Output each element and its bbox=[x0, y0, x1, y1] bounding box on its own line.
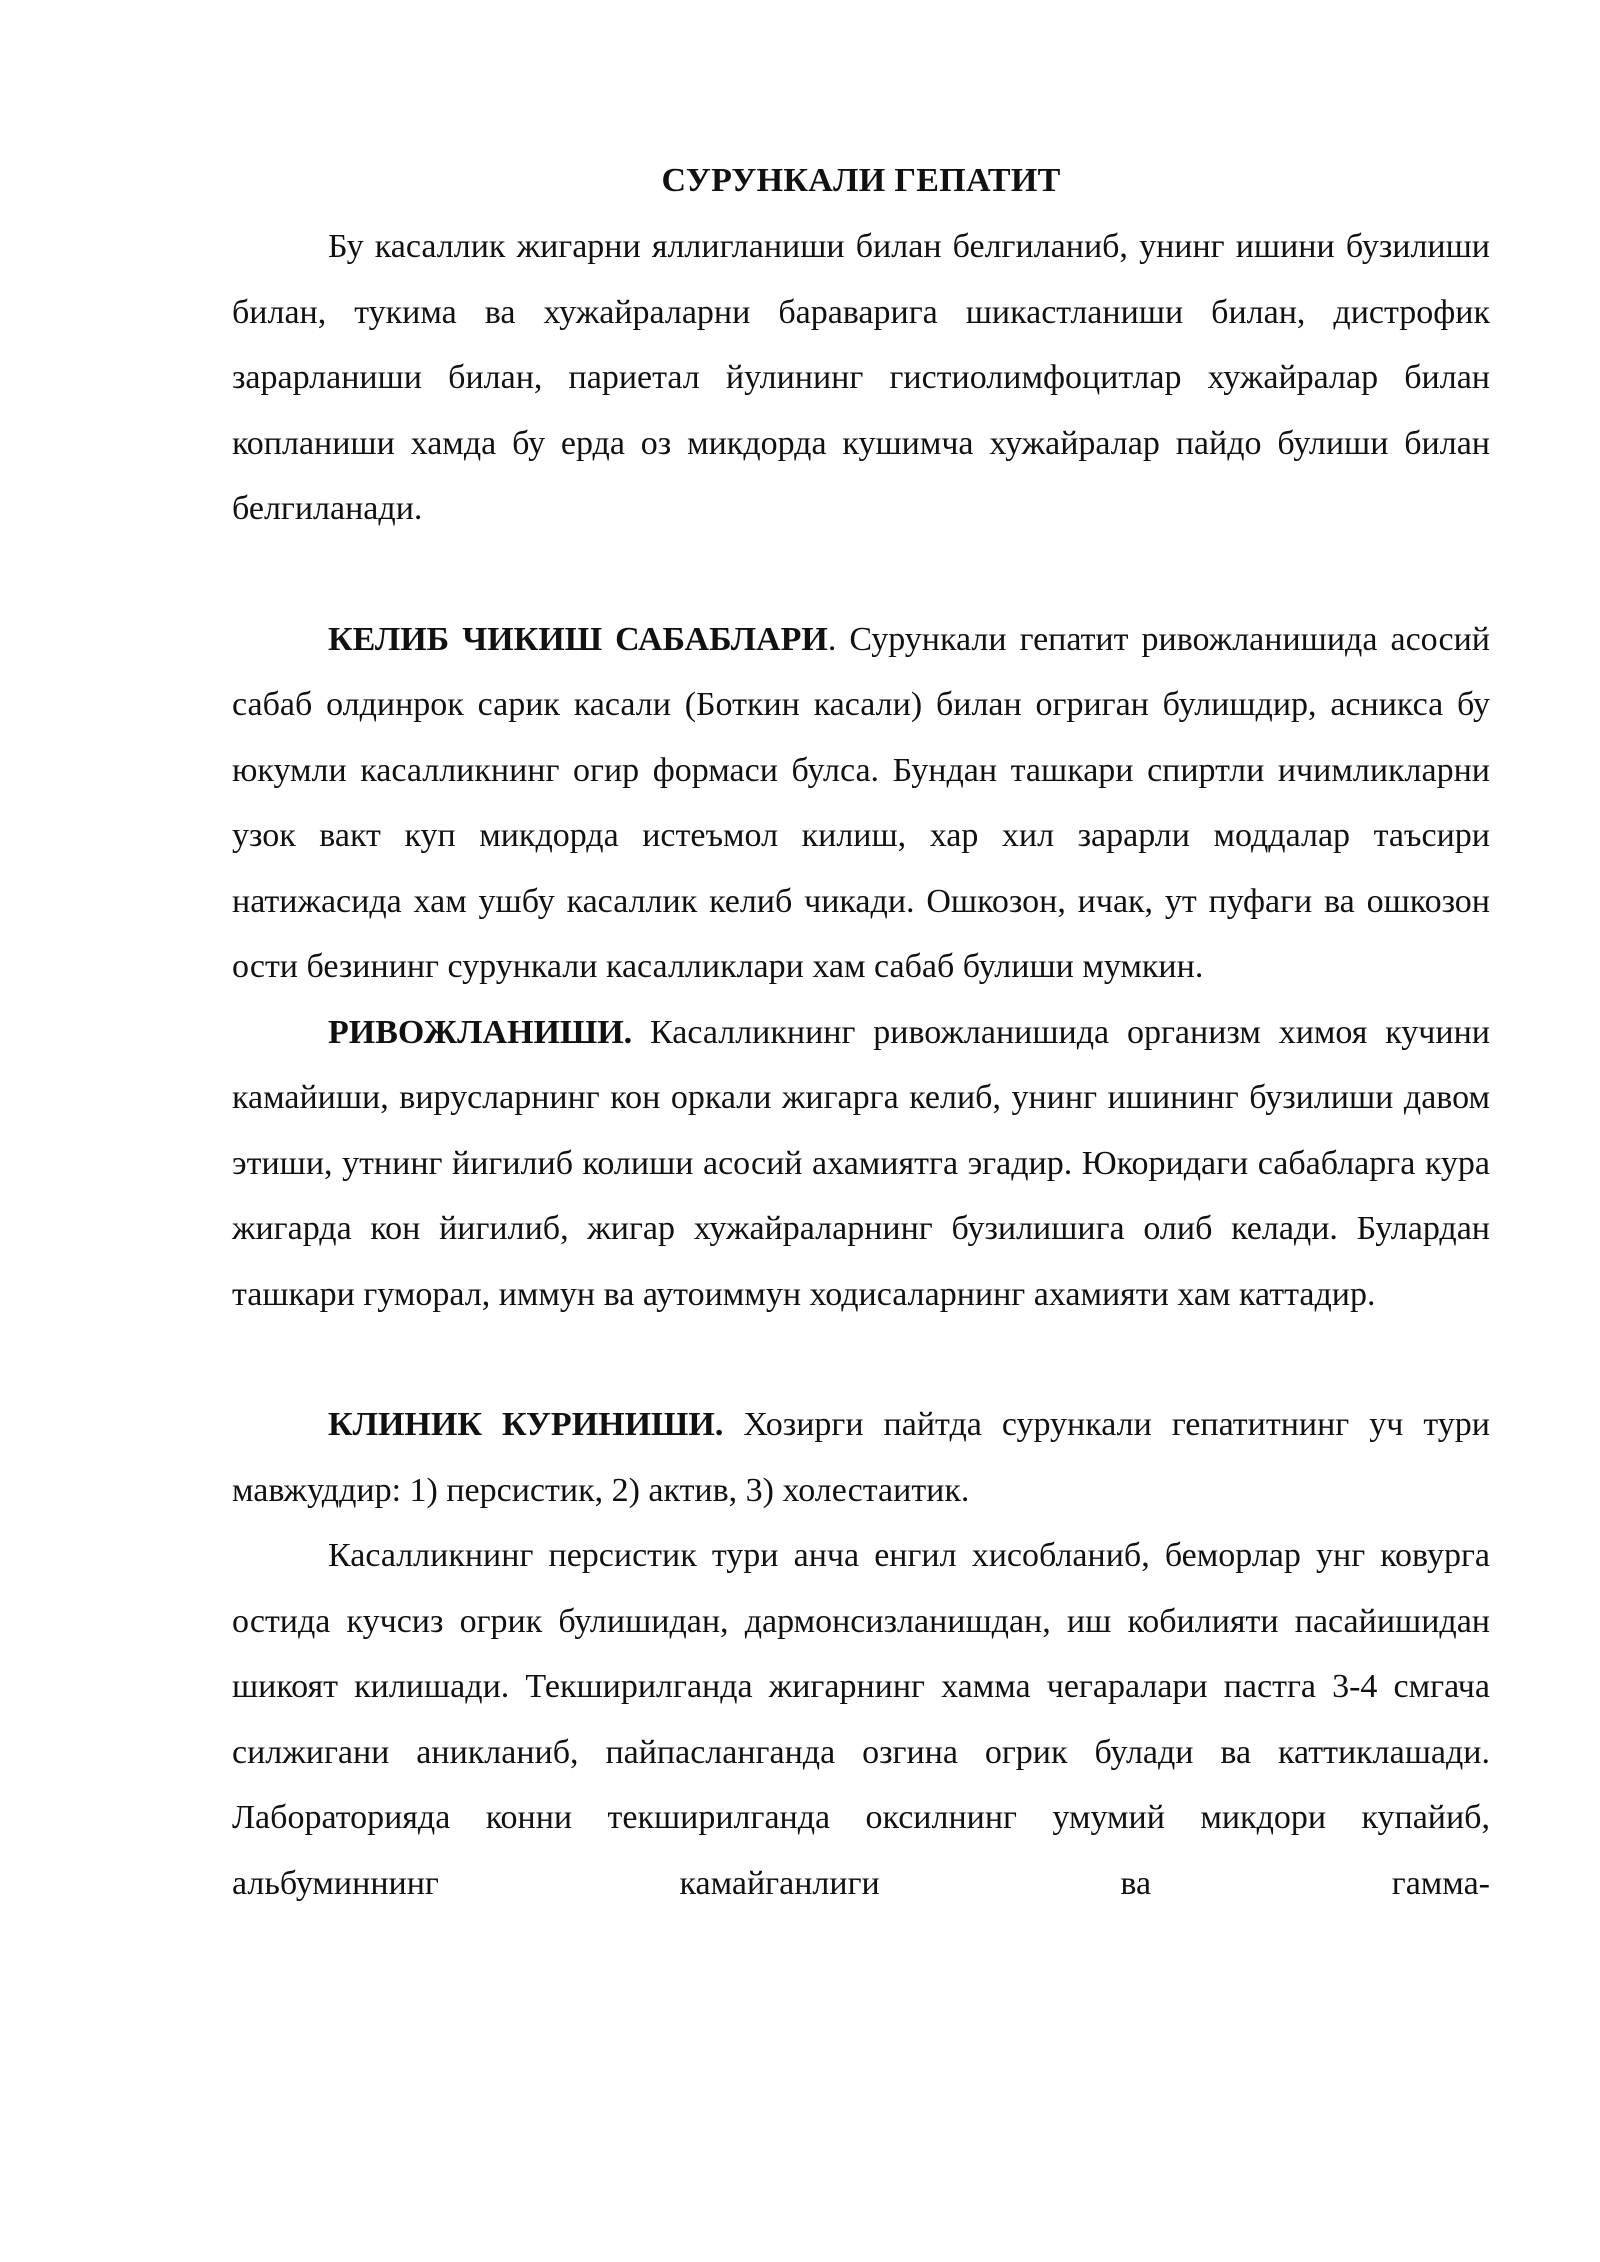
document-body bbox=[232, 148, 1490, 1916]
section-text-development: Касалликнинг ривожланишида организм химоя кучини камайиши, вирусларнинг кон оркали жигарга келиб, унинг ишининг бузилиши давом этиши, утнинг йигилиб колиши асосий ахамиятга эгадир. Юкоридаги сабабларга кура жигарда кон йигилиб, жигар хужайраларнинг бузилишига олиб келади. Булардан ташкари гуморал, иммун ва аутоиммун ходисаларнинг ахамияти хам каттадир. bbox=[232, 1013, 1490, 1313]
paragraph-spacer bbox=[232, 1327, 1490, 1392]
section-heading-clinical: КЛИНИК КУРИНИШИ. bbox=[328, 1406, 724, 1443]
closing-paragraph: Касалликнинг персистик тури анча енгил хисобланиб, беморлар унг ковурга остида кучсиз огрик булишидан, дармонсизланишдан, иш кобилияти пасайишидан шикоят килишади. Текширилганда жигарнинг хамма чегаралари пастга 3-4 смгача силжигани аникланиб, пайпасланганда озгина огрик булади ва каттиклашади. Лабораторияда конни текширилганда оксилнинг умумий микдори купайиб, альбуминнинг камайганлиги ва гамма- bbox=[232, 1537, 1490, 1902]
paragraph-spacer bbox=[232, 542, 1490, 607]
section-text-clinical: Хозирги пайтда сурункали гепатитнинг уч тури мавжуддир: 1) персистик, 2) актив, 3) холестаитик. bbox=[232, 1406, 1490, 1509]
section-heading-causes: КЕЛИБ ЧИКИШ САБАБЛАРИ bbox=[328, 620, 828, 658]
section-clinical bbox=[232, 1392, 1490, 1523]
document-title: СУРУНКАЛИ ГЕПАТИТ bbox=[661, 162, 1061, 199]
section-development bbox=[232, 1000, 1490, 1328]
section-causes bbox=[232, 607, 1490, 1000]
intro-paragraph: Бу касаллик жигарни яллигланиши билан белгиланиб, унинг ишини бузилиши билан, тукима ва хужайраларни бараварига шикастланиши билан, дистрофик зарарланиши билан, париетал йулининг гистиолимфоцитлар хужайралар билан копланиши хамда бу ерда оз микдорда кушимча хужайралар пайдо булиши билан белгиланади. bbox=[232, 228, 1490, 527]
section-text-causes: . Сурункали гепатит ривожланишида асосий сабаб олдинрок сарик касали (Боткин касали) билан огриган булишдир, асникса бу юкумли касалликнинг огир формаси булса. Бундан ташкари спиртли ичимликларни узок вакт куп микдорда истеъмол килиш, хар хил зарарли моддалар таъсири натижасида хам ушбу касаллик келиб чикади. Ошкозон, ичак, ут пуфаги ва ошкозон ости безининг сурункали касалликлари хам сабаб булиши мумкин. bbox=[232, 620, 1490, 985]
section-heading-development: РИВОЖЛАНИШИ. bbox=[328, 1013, 633, 1051]
